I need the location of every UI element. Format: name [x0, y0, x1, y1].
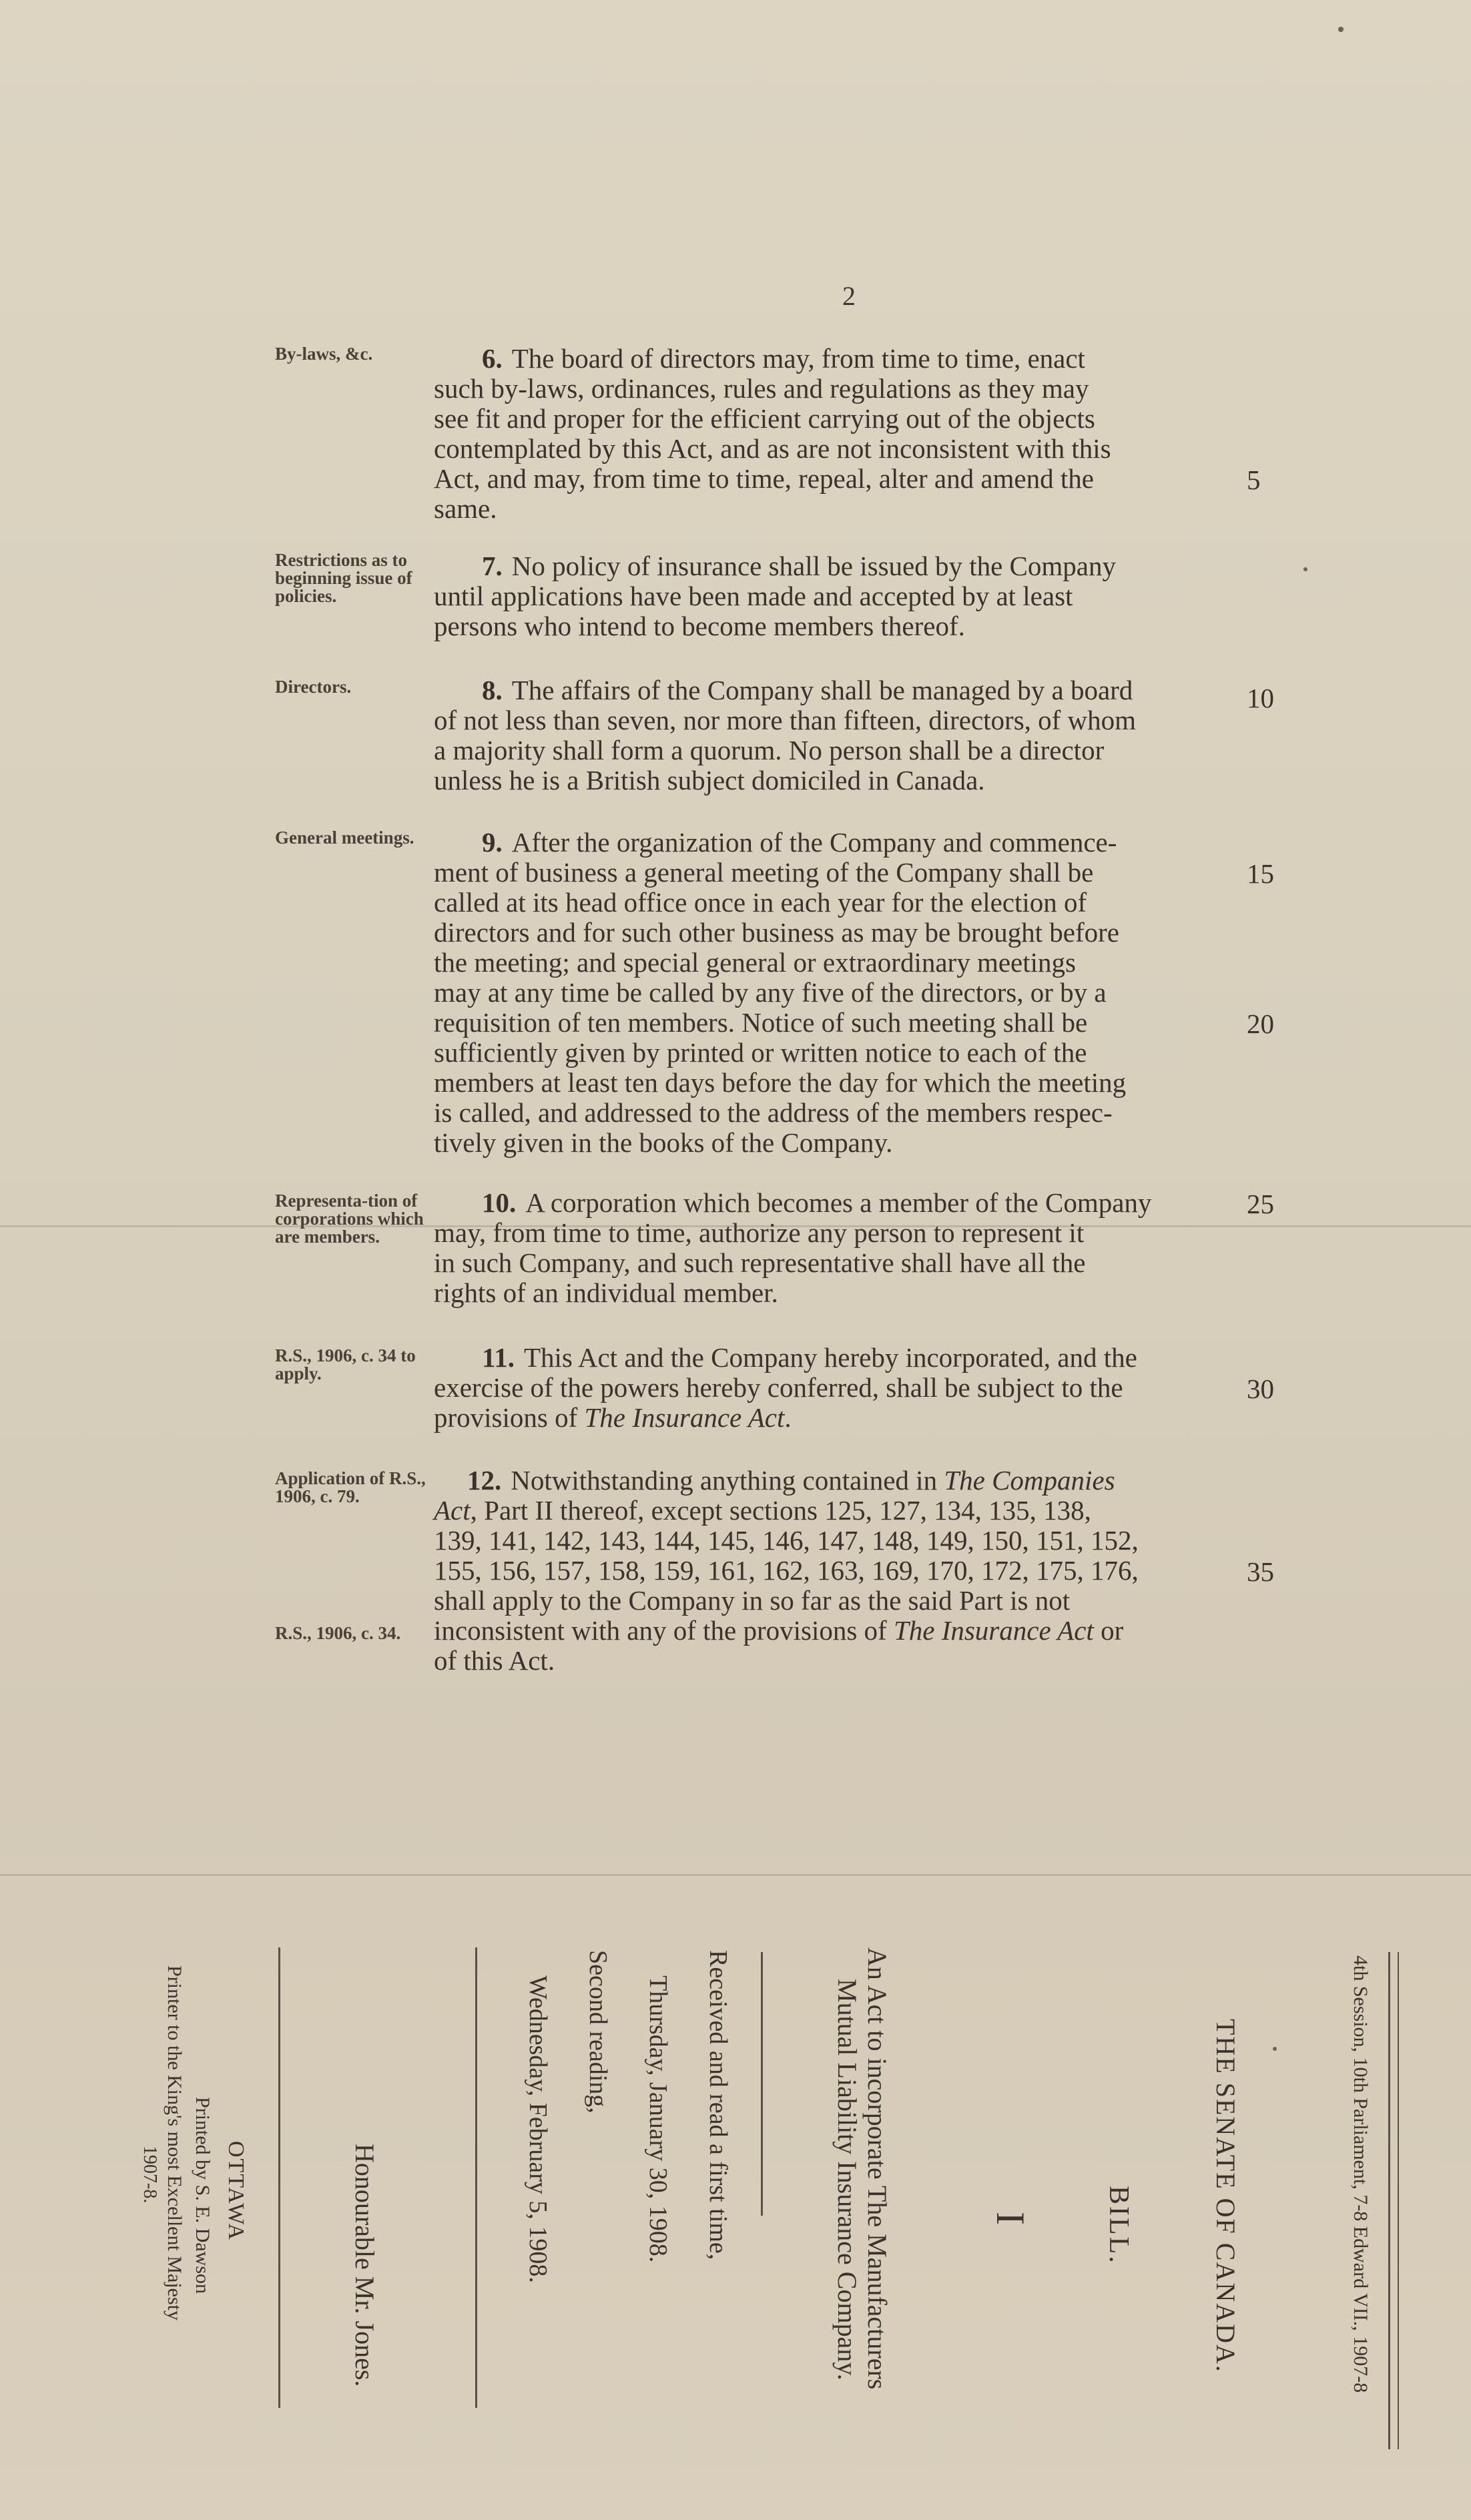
cover-printer-title: Printer to the King's most Excellent Majesty [164, 1965, 186, 2320]
cover-second-date: Wednesday, February 5, 1908. [524, 1975, 552, 2283]
cover-act-title-1: An Act to incorporate The Manufacturers [862, 1947, 892, 2390]
margin-note-rs-apply: R.S., 1906, c. 34 to apply. [275, 1345, 416, 1383]
line-number: 30 [1247, 1373, 1274, 1404]
cover-year: 1907-8. [139, 2146, 160, 2204]
line-number: 10 [1247, 683, 1274, 713]
cover-senate: THE SENATE OF CANADA. [1211, 2019, 1241, 2373]
line-number: 35 [1247, 1556, 1274, 1587]
cover-printer: Printed by S. E. Dawson [192, 2097, 214, 2294]
section-8: 8. The affairs of the Company shall be managed by a board of not less than seven, nor more than fifteen, directors, of whom a majority shall form a quorum. No person shall be a director unless he is a British subject domiciled in Canada. [434, 675, 1137, 796]
section-number: 7. [482, 551, 503, 581]
section-number: 11. [482, 1342, 515, 1373]
line-number: 5 [1247, 464, 1261, 495]
section-7: 7. No policy of insurance shall be issued by the Company until applications have been made and accepted by at least persons who intend to become members thereof. [434, 551, 1116, 641]
paper-speck [1303, 567, 1307, 571]
cover-rule [1398, 1952, 1399, 2449]
page-number: 2 [842, 281, 856, 311]
cover-sponsor: Honourable Mr. Jones. [350, 2144, 380, 2387]
margin-note-rs-c34: R.S., 1906, c. 34. [275, 1623, 401, 1643]
fold-line [0, 1874, 1471, 1876]
cover-first-reading: Received and read a first time, [704, 1950, 732, 2260]
cover-rule [761, 1952, 763, 2216]
cover-first-date: Thursday, January 30, 1908. [644, 1975, 672, 2263]
section-9: 9. After the organization of the Company and commence- ment of business a general meeting of the Company shall be called at its head office once in each year for the election of directors and for such other business as may be brought before the meeting; and special general or extraordinary meetings may at any time be called by any five of the directors, or by a requisition of ten members. Notice of such meeting shall be sufficiently given by printed or written notice to each of the members at least ten days before the day for which the meeting is called, and addressed to the address of the members respec- tively given in the books of the Company. [434, 827, 1127, 1158]
section-11: 11. This Act and the Company hereby incorporated, and the exercise of the powers hereby conferred, shall be subject to the provisions of The Insurance Act. [434, 1342, 1137, 1433]
margin-note-restrictions: Restrictions as to beginning issue of policies. [275, 550, 412, 606]
cover-second-reading: Second reading, [584, 1950, 612, 2114]
line-number: 25 [1247, 1189, 1274, 1219]
cover-act-title-2: Mutual Liability Insurance Company. [832, 1979, 862, 2381]
act-title-italic: The Insurance Act [584, 1402, 785, 1433]
margin-note-representation: Representa-tion of corporations which are members. [275, 1191, 424, 1247]
line-number: 20 [1247, 1008, 1274, 1039]
line-number: 15 [1247, 858, 1274, 889]
cover-bill-number: I [988, 2212, 1033, 2225]
cover-rule [1388, 1952, 1390, 2449]
section-10: 10. A corporation which becomes a member of the Company may, from time to time, authorize any person to represent it in such Company, and such representative shall have all the rights of an individual member. [434, 1187, 1152, 1308]
cover-rule [475, 1947, 477, 2408]
cover-session: 4th Session, 10th Parliament, 7-8 Edward VII., 1907-8 [1350, 1955, 1372, 2393]
cover-city: OTTAWA [224, 2141, 248, 2242]
section-number: 8. [482, 675, 503, 705]
section-6: 6. The board of directors may, from time to time, enact such by-laws, ordinances, rules and regulations as they may see fit and proper for the efficient carrying out of the objects contemplated by this Act, and as are not inconsistent with this Act, and may, from time to time, repeal, alter and amend the same. [434, 343, 1111, 524]
paper-speck [1338, 27, 1344, 32]
paper-speck [1273, 2047, 1277, 2051]
section-12: 12. Notwithstanding anything contained in The Companies Act, Part II thereof, except sections 125, 127, 134, 135, 138, 139, 141, 142, 143, 144, 145, 146, 147, 148, 149, 150, 151, 152, 155, 156, 157, 158, 159, 161, 162, 163, 169, 170, 172, 175, 176, shall apply to the Company in so far as the said Part is not inconsistent with any of the provisions of The Insurance Act or of this Act. [434, 1465, 1139, 1676]
cover-bill-label: BILL. [1103, 2186, 1134, 2265]
margin-note-general-meetings: General meetings. [275, 828, 414, 848]
section-number: 12. [467, 1465, 502, 1496]
section-number: 6. [482, 343, 503, 374]
margin-note-application: Application of R.S., 1906, c. 79. [275, 1468, 426, 1506]
margin-note-directors: Directors. [275, 677, 352, 697]
section-number: 10. [482, 1187, 517, 1218]
section-number: 9. [482, 827, 503, 858]
cover-rule [278, 1947, 280, 2408]
margin-note-bylaws: By-laws, &c. [275, 344, 373, 364]
